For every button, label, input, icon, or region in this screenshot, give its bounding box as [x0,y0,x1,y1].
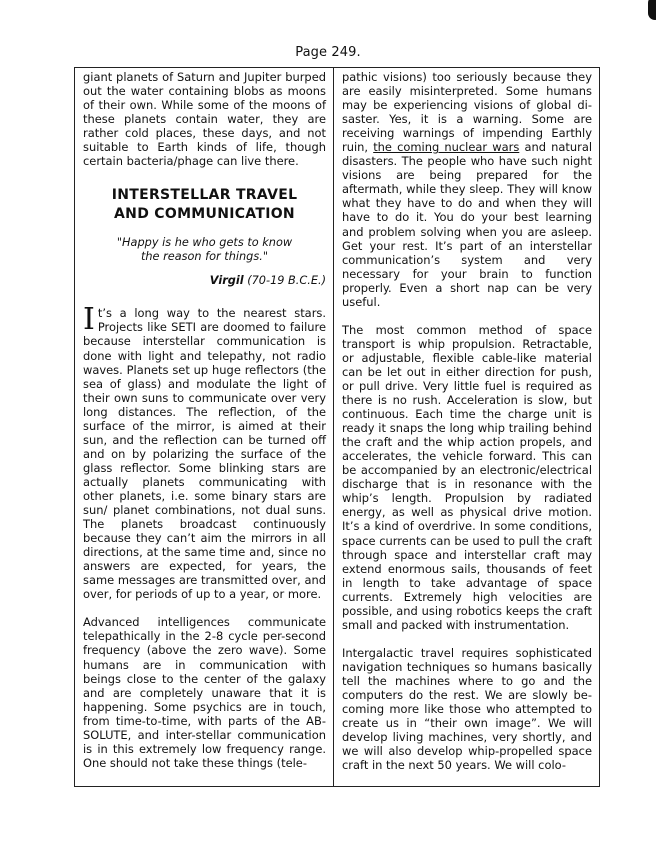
epigraph-quote [83,236,326,264]
paragraph-text-part-2: and natural disasters. The people who have such night visions are being prepared for the aftermath, while they sleep. They will know what they have to do and when they will have to do it. You do your best learning and problem solving when you are asleep. Get your rest. It’s part of an interstellar communication’s system and very necessary for your brain to function properly. Even a short nap can be very useful. [342,140,593,309]
intro-paragraph: giant planets of Saturn and Jupiter burped out the water containing blobs as moons of their own. While some of the moons of these planets contain water, they are rather cold places, these days, and not suitable to Earth kinds of life, though certain bacteria/phage can live there. [83,70,326,169]
paragraph-telepathy: Advanced intelligences communicate telepathically in the 2-8 cycle per-second frequency (above the zero wave). Some humans are in communication with beings close to the center of the galaxy and are completely unaware that it is happening. Some psychics are in touch, from time-to-time, with parts of the ABSOLUTE, and inter-stellar communication is in this extremely low frequency range. One should not take these things (tele- [83,615,326,770]
attribution-author: Virgil [209,274,244,288]
section-title [83,186,326,224]
section-title-line-1: INTERSTELLAR TRAVEL [111,187,298,204]
left-column [75,68,334,786]
drop-cap-letter: I [83,302,95,338]
paragraph-whip-propulsion: The most common method of space transport is whip propulsion. Retractable, or adjustable, flexible cable-like material can be let out in either direction for push, or pull drive. Very little fuel is required as there is no rush. Acceleration is slow, but continuous. Each time the charge unit is ready it snaps the long whip trailing behind the craft and the whip action propels, and accelerates, the vehicle forward. This can be accompanied by an electronic/electrical discharge that is in resonance with the whip’s length. Propulsion by radiated energy, as well as physical drive motion. It’s a kind of overdrive. In some conditions, space currents can be used to pull the craft through space and interstellar craft may extend enormous sails, thousands of feet in length to take advantage of space currents. Extremely high velocities are possible, and using robotics keeps the craft small and packed with instrumentation. [342,322,592,632]
attribution-dates: (70-19 B.C.E.) [243,274,326,288]
epigraph-attribution [83,274,326,288]
paragraph-body: t’s a long way to the nearest stars. Projects like SETI are doomed to failure because interstellar communication is done with light and telepathy, not radio waves. Planets set up huge reflectors (the sea of glass) and modulate the light of their own suns to communicate over very long distances. The reflection, of the surface of the mirror, is aimed at their sun, and the reflection can be turned off and on by polarizing the surface of the glass reflector. Some blinking stars are actually planets communicating with other planets, i.e. some binary stars are sun/ planet combinations, not dual suns. The planets broadcast continuously because they can’t aim the mirrors in all directions, at the same time and, since no answers are expected, for years, the same messages are transmitted over, and over, for periods of up to a year, or more. [83,306,326,602]
two-column-text-box [74,67,600,787]
paragraph-interstellar-communication [83,302,326,602]
paragraph-intergalactic-travel: Intergalactic travel requires sophisticated navigation techniques so humans basically tell the machines where to go and the computers do the rest. We are slowly becoming more like those who attempted to create us in “their own image”. We will develop living machines, very shortly, and we will also develop whip-propelled space craft in the next 50 years. We will colo- [342,645,592,773]
epigraph-line-2: the reason for things." [140,250,269,264]
paragraph-visions [342,70,592,309]
binding-hole-mark [648,0,656,20]
page-number: Page 249. [295,45,361,60]
underlined-phrase: the coming nuclear wars [373,140,520,155]
paragraph-text-part-1: pathic visions) too seriously because they are easily misinterpreted. Some humans may be experiencing visions of global disaster. Yes, it is a warning. Some are receiving warnings of impending Earthly ruin, [342,70,592,155]
epigraph-line-1: "Happy is he who gets to know [116,236,293,250]
right-column [334,68,599,786]
section-title-line-2: AND COMMUNICATION [114,206,295,223]
